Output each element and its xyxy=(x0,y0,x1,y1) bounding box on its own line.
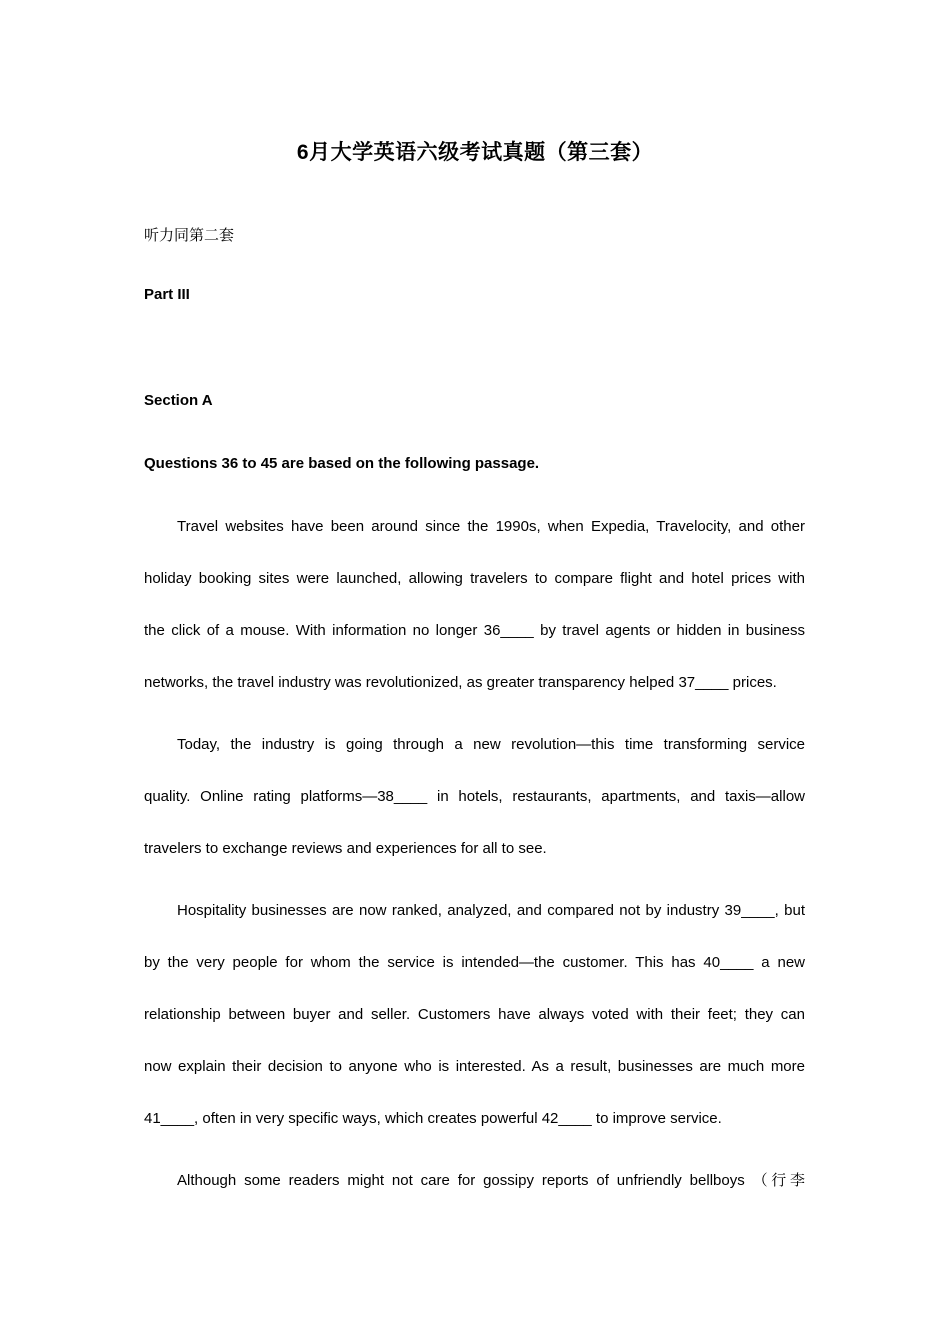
paragraph-1-line-2: holiday booking sites were launched, allowing travelers to compare flight and hotel prices with xyxy=(144,570,805,587)
paragraph-3-line-4: now explain their decision to anyone who is interested. As a result, businesses are much more xyxy=(144,1058,805,1075)
paragraph-1-line-4: networks, the travel industry was revolutionized, as greater transparency helped 37____ prices. xyxy=(144,674,777,691)
paragraph-4-line-1: Although some readers might not care for gossipy reports of unfriendly bellboys （行李 xyxy=(177,1172,805,1189)
paragraph-1-line-1: Travel websites have been around since the 1990s, when Expedia, Travelocity, and other xyxy=(177,518,805,535)
document-title: 6月大学英语六级考试真题（第三套） xyxy=(296,141,654,164)
paragraph-3-line-2: by the very people for whom the service is intended—the customer. This has 40____ a new xyxy=(144,954,805,971)
section-heading: Section A xyxy=(144,392,213,409)
paragraph-1-line-3: the click of a mouse. With information no longer 36____ by travel agents or hidden in business xyxy=(144,622,805,639)
paragraph-3-line-5: 41____, often in very specific ways, which creates powerful 42____ to improve service. xyxy=(144,1110,722,1127)
listening-note: 听力同第二套 xyxy=(144,227,235,244)
paragraph-2-line-1: Today, the industry is going through a new revolution—this time transforming service xyxy=(177,736,805,753)
part-heading: Part III xyxy=(144,286,190,303)
paragraph-2-line-2: quality. Online rating platforms—38____ in hotels, restaurants, apartments, and taxis—allow xyxy=(144,788,805,805)
paragraph-2-line-3: travelers to exchange reviews and experiences for all to see. xyxy=(144,840,547,857)
paragraph-3-line-3: relationship between buyer and seller. Customers have always voted with their feet; they can xyxy=(144,1006,805,1023)
paragraph-3-line-1: Hospitality businesses are now ranked, analyzed, and compared not by industry 39____, but xyxy=(177,902,805,919)
instructions: Questions 36 to 45 are based on the following passage. xyxy=(144,455,540,472)
